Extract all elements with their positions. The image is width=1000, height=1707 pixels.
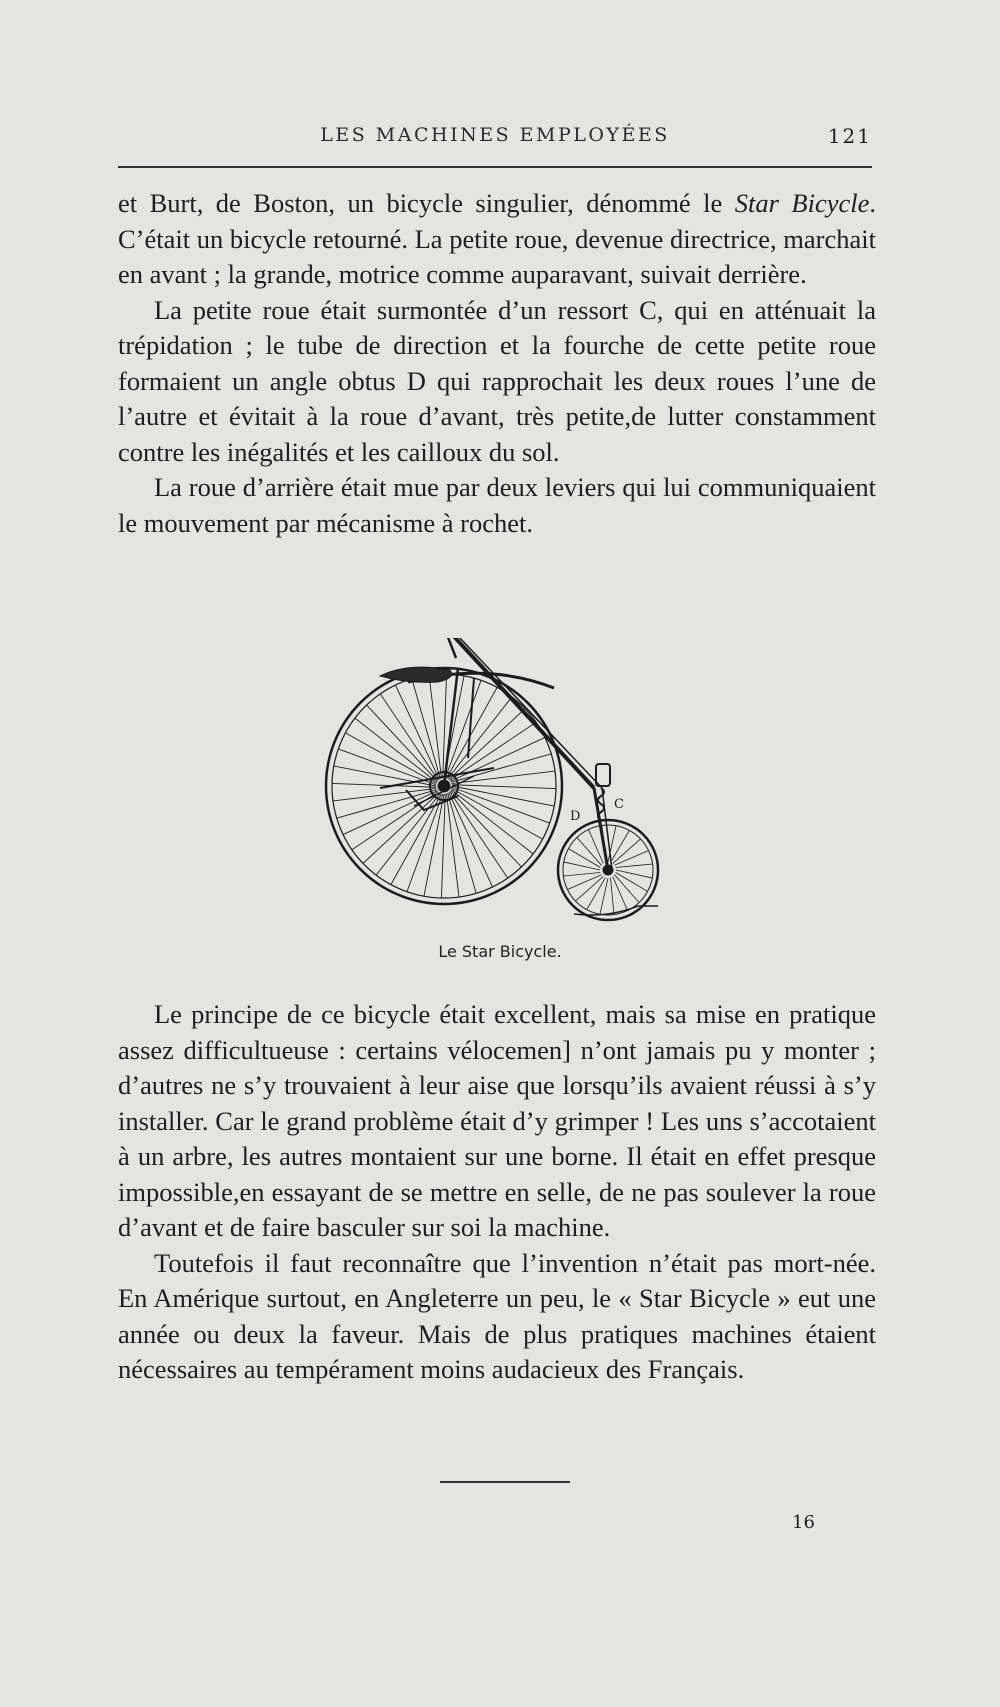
running-title: LES MACHINES EMPLOYÉES (320, 124, 670, 146)
star-bicycle-illustration (318, 638, 684, 922)
spoke (391, 794, 442, 885)
spoke (429, 675, 442, 778)
spoke (450, 791, 521, 867)
label-d: D (570, 809, 581, 824)
spoke (616, 864, 653, 868)
page-number: 121 (827, 124, 872, 148)
header-rule (118, 166, 872, 168)
spoke (600, 878, 608, 914)
paragraph-1 (118, 186, 876, 293)
spoke (333, 788, 436, 801)
spoke (441, 794, 445, 898)
paragraph-3: La roue d’arrière était mue par deux leviers qui lui communiquaient le mouvement par mécanisme à rochet. (118, 472, 876, 538)
signature-mark: 16 (792, 1512, 815, 1533)
spoke (334, 766, 436, 786)
spoke (452, 788, 543, 839)
spoke (616, 870, 652, 878)
spoke (610, 878, 614, 915)
paragraph-1-italic-title: Star Bicycle (734, 188, 870, 218)
body-text-top (118, 186, 876, 541)
figure-caption: Le Star Bicycle. (438, 942, 562, 961)
spoke (446, 794, 459, 897)
spoke (363, 792, 439, 863)
steering-tube (448, 638, 594, 788)
label-c: C (614, 797, 624, 812)
end-rule (440, 1481, 570, 1483)
paragraph-4: Le principe de ce bicycle était excellent, mais sa mise en pratique assez difficultueuse : certains vélocemen] n’ont jamais pu y monter ; d’autres ne s’y trouvaient à leur aise que lorsqu’ils avaient réussi à s’y installer. Car le grand problème était d’y grimper ! Les uns s’accotaient à un arbre, les autres montaient sur une borne. Il était en effet presque impossible,en essayant de se mettre en selle, de ne pas soulever la roue d’avant et de faire basculer sur soi la machine. (118, 999, 876, 1242)
spring-housing (596, 764, 610, 786)
spoke (367, 705, 438, 781)
paragraph-1-end: . C’était un bicycle retourné. La petite roue, devenue directrice, marchait en avant ; la grande, motrice comme auparavant, suivait derrière. (118, 188, 876, 289)
spoke (452, 786, 554, 806)
ground-line (574, 906, 658, 915)
page-header (118, 124, 872, 154)
spoke (563, 872, 600, 876)
paragraph-5: Toutefois il faut reconnaître que l’invention n’était pas mort-née. En Amérique surtout, en Angleterre un peu, le « Star Bicycle » eut une année ou deux la faveur. Mais de plus pratiques machines étaient nécessaires au tempérament moins audacieux des Français. (118, 1247, 876, 1384)
body-text-bottom (118, 997, 876, 1388)
spoke (564, 862, 600, 870)
spoke (452, 787, 550, 823)
spoke (345, 733, 436, 784)
spring-coil (598, 788, 604, 820)
paragraph-2: La petite roue était surmontée d’un ressort C, qui en atténuait la trépidation ; le tube de direction et la fourche de cette petite roue formaient un angle obtus D qui rapprochait les deux roues l’une de l’autre et évitait à la roue d’avant, très petite,de lutter constamment contre les inégalités et les cailloux du sol. (118, 294, 876, 467)
spoke (452, 785, 556, 789)
spoke (338, 749, 436, 785)
paragraph-1-start: et Burt, de Boston, un bicycle singulier, dénommé le (118, 188, 735, 218)
